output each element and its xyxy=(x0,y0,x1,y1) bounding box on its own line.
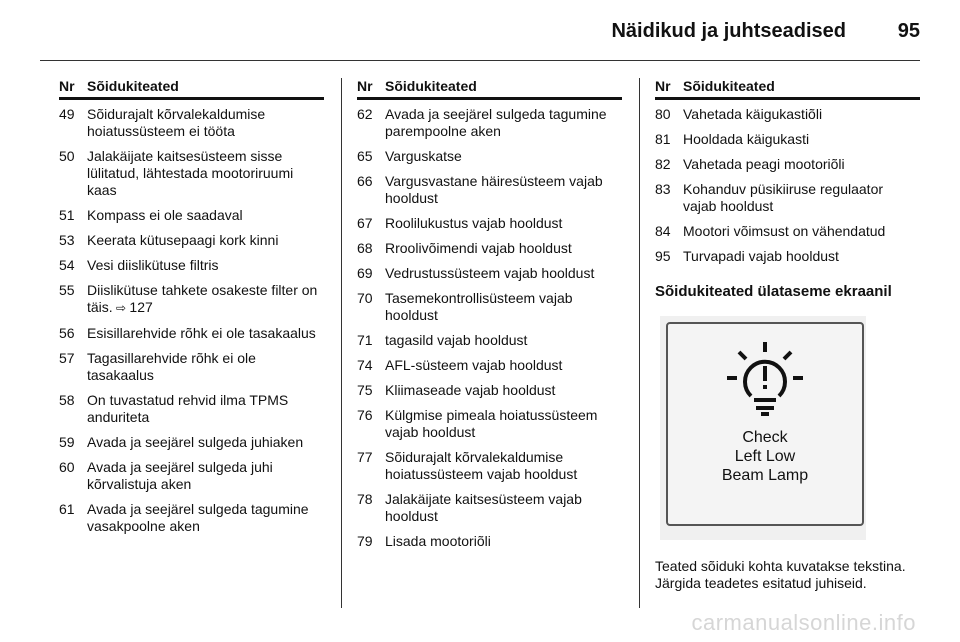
message-text: Külgmise pimeala hoiatussüsteem vajab hooldust xyxy=(385,407,598,440)
table-row xyxy=(59,434,324,451)
message-text: Tasemekontrollisüsteem vajab hooldust xyxy=(385,290,573,323)
row-number: 95 xyxy=(655,248,671,264)
table-row xyxy=(357,215,622,232)
row-number: 65 xyxy=(357,148,373,164)
table-row xyxy=(655,248,920,265)
label-header: Sõidukiteated xyxy=(385,78,477,94)
nr-header: Nr xyxy=(59,78,75,94)
row-number: 80 xyxy=(655,106,671,122)
table-row xyxy=(59,257,324,274)
row-number: 83 xyxy=(655,181,671,197)
row-text xyxy=(683,181,920,215)
row-text xyxy=(385,382,622,399)
row-text xyxy=(87,207,324,224)
row-text xyxy=(87,257,324,274)
message-text: Kliimaseade vajab hooldust xyxy=(385,382,556,398)
column-3 xyxy=(655,78,920,592)
table-row xyxy=(357,173,622,207)
row-text xyxy=(87,350,324,384)
table-row xyxy=(59,459,324,493)
message-text: Turvapadi vajab hooldust xyxy=(683,248,839,264)
row-number: 84 xyxy=(655,223,671,239)
row-text xyxy=(385,173,622,207)
row-number: 69 xyxy=(357,265,373,281)
nr-header: Nr xyxy=(655,78,671,94)
row-number: 71 xyxy=(357,332,373,348)
row-number: 70 xyxy=(357,290,373,306)
section-heading: Sõidukiteated ülataseme ekraanil xyxy=(655,283,892,300)
message-text: Tagasillarehvide rõhk ei ole tasakaalus xyxy=(87,350,256,383)
row-text xyxy=(683,106,920,123)
message-text: Avada ja seejärel sulgeda juhi kõrvalistuja aken xyxy=(87,459,273,492)
row-number: 61 xyxy=(59,501,75,517)
row-number: 78 xyxy=(357,491,373,507)
table-row xyxy=(357,290,622,324)
message-text: tagasild vajab hooldust xyxy=(385,332,528,348)
page-reference[interactable]: 127 xyxy=(129,299,153,315)
message-text: Lisada mootoriõli xyxy=(385,533,491,549)
message-text: Vesi diislikütuse filtris xyxy=(87,257,219,273)
message-text: Avada ja seejärel sulgeda juhiaken xyxy=(87,434,304,450)
row-text xyxy=(683,131,920,148)
table-row xyxy=(357,491,622,525)
row-number: 77 xyxy=(357,449,373,465)
message-text: Jalakäijate kaitsesüsteem sisse lülitatud, lähtestada mootoriruumi kaas xyxy=(87,148,294,198)
table-row xyxy=(357,357,622,374)
table-row xyxy=(357,382,622,399)
row-number: 54 xyxy=(59,257,75,273)
table-row xyxy=(655,181,920,215)
row-text xyxy=(683,156,920,173)
table-header xyxy=(357,78,622,100)
message-text: AFL-süsteem vajab hooldust xyxy=(385,357,563,373)
row-text xyxy=(385,357,622,374)
row-text xyxy=(385,148,622,165)
page-reference-icon: ⇨ xyxy=(112,301,130,315)
table-row xyxy=(357,533,622,550)
row-text xyxy=(385,407,622,441)
table-row xyxy=(59,232,324,249)
message-text: On tuvastatud rehvid ilma TPMS anduriteta xyxy=(87,392,289,425)
message-text: Keerata kütusepaagi kork kinni xyxy=(87,232,279,248)
row-number: 50 xyxy=(59,148,75,164)
table-row xyxy=(655,223,920,240)
lamp-warning-icon xyxy=(723,338,807,418)
row-number: 81 xyxy=(655,131,671,147)
message-text: Vahetada käigukastiõli xyxy=(683,106,823,122)
display-message xyxy=(668,428,862,485)
row-number: 76 xyxy=(357,407,373,423)
table-row xyxy=(59,325,324,342)
row-text xyxy=(87,392,324,426)
table-row xyxy=(59,282,324,317)
display-screen xyxy=(666,322,864,526)
row-number: 67 xyxy=(357,215,373,231)
row-text xyxy=(87,459,324,493)
row-text xyxy=(683,248,920,265)
row-text xyxy=(683,223,920,240)
row-number: 74 xyxy=(357,357,373,373)
message-text: Avada ja seejärel sulgeda tagumine parempoolne aken xyxy=(385,106,607,139)
table-row xyxy=(59,350,324,384)
row-number: 66 xyxy=(357,173,373,189)
message-text: Jalakäijate kaitsesüsteem vajab hooldust xyxy=(385,491,582,524)
display-line-3: Beam Lamp xyxy=(721,467,809,484)
column-divider xyxy=(341,78,342,608)
table-row xyxy=(59,392,324,426)
message-text: Mootori võimsust on vähendatud xyxy=(683,223,886,239)
column-2 xyxy=(357,78,622,558)
row-number: 51 xyxy=(59,207,75,223)
row-text xyxy=(385,265,622,282)
message-text: Sõidurajalt kõrvalekaldumise hoiatussüsteem ei tööta xyxy=(87,106,266,139)
message-text: Varguskatse xyxy=(385,148,462,164)
message-text: Vargusvastane häiresüsteem vajab hooldust xyxy=(385,173,603,206)
table-header xyxy=(655,78,920,100)
table-row xyxy=(357,449,622,483)
table-row xyxy=(357,148,622,165)
message-text: Vahetada peagi mootoriõli xyxy=(683,156,845,172)
row-text xyxy=(385,106,622,140)
table-row xyxy=(357,265,622,282)
message-text: Kompass ei ole saadaval xyxy=(87,207,243,223)
message-text: Rroolivõimendi vajab hooldust xyxy=(385,240,572,256)
row-text xyxy=(385,491,622,525)
row-text xyxy=(87,325,324,342)
row-text xyxy=(385,240,622,257)
label-header: Sõidukiteated xyxy=(87,78,179,94)
row-number: 62 xyxy=(357,106,373,122)
row-number: 58 xyxy=(59,392,75,408)
row-number: 59 xyxy=(59,434,75,450)
chapter-title: Näidikud ja juhtseadised xyxy=(611,20,846,42)
display-illustration xyxy=(660,316,866,540)
row-number: 55 xyxy=(59,282,75,298)
table-row xyxy=(655,106,920,123)
row-number: 60 xyxy=(59,459,75,475)
message-text: Roolilukustus vajab hooldust xyxy=(385,215,563,231)
page-number: 95 xyxy=(897,20,920,42)
row-text xyxy=(87,501,324,535)
message-text: Esisillarehvide rõhk ei ole tasakaalus xyxy=(87,325,316,341)
row-text xyxy=(385,533,622,550)
page-header xyxy=(40,0,920,61)
row-text xyxy=(87,282,324,317)
table-row xyxy=(655,131,920,148)
table-row xyxy=(59,148,324,199)
row-number: 53 xyxy=(59,232,75,248)
message-text: Sõidurajalt kõrvalekaldumise hoiatussüsteem vajab hooldust xyxy=(385,449,578,482)
message-text: Hooldada käigukasti xyxy=(683,131,810,147)
nr-header: Nr xyxy=(357,78,373,94)
row-text xyxy=(87,232,324,249)
row-number: 57 xyxy=(59,350,75,366)
table-row xyxy=(357,240,622,257)
table-row xyxy=(655,156,920,173)
row-text xyxy=(385,215,622,232)
column-1 xyxy=(59,78,324,543)
row-text xyxy=(385,449,622,483)
message-text: Kohanduv püsikiiruse regulaator vajab hooldust xyxy=(683,181,884,214)
row-text xyxy=(385,332,622,349)
table-row xyxy=(59,106,324,140)
row-number: 56 xyxy=(59,325,75,341)
display-line-1: Check xyxy=(742,429,788,446)
row-text xyxy=(87,106,324,140)
row-text xyxy=(87,434,324,451)
table-row xyxy=(59,207,324,224)
caption-text: Teated sõiduki kohta kuvatakse tekstina. Järgida teadetes esitatud juhiseid. xyxy=(655,558,906,591)
table-row xyxy=(59,501,324,535)
row-number: 49 xyxy=(59,106,75,122)
row-text xyxy=(385,290,622,324)
row-number: 82 xyxy=(655,156,671,172)
message-text: Diislikütuse tahkete osakeste filter on täis. xyxy=(87,282,318,315)
message-text: Avada ja seejärel sulgeda tagumine vasakpoolne aken xyxy=(87,501,309,534)
row-text xyxy=(87,148,324,199)
table-row xyxy=(357,332,622,349)
table-row xyxy=(357,106,622,140)
table-header xyxy=(59,78,324,100)
watermark: carmanualsonline.info xyxy=(691,610,916,635)
column-divider xyxy=(639,78,640,608)
table-row xyxy=(357,407,622,441)
label-header: Sõidukiteated xyxy=(683,78,775,94)
display-line-2: Left Low xyxy=(734,448,796,465)
message-text: Vedrustussüsteem vajab hooldust xyxy=(385,265,595,281)
row-number: 79 xyxy=(357,533,373,549)
row-number: 75 xyxy=(357,382,373,398)
row-number: 68 xyxy=(357,240,373,256)
